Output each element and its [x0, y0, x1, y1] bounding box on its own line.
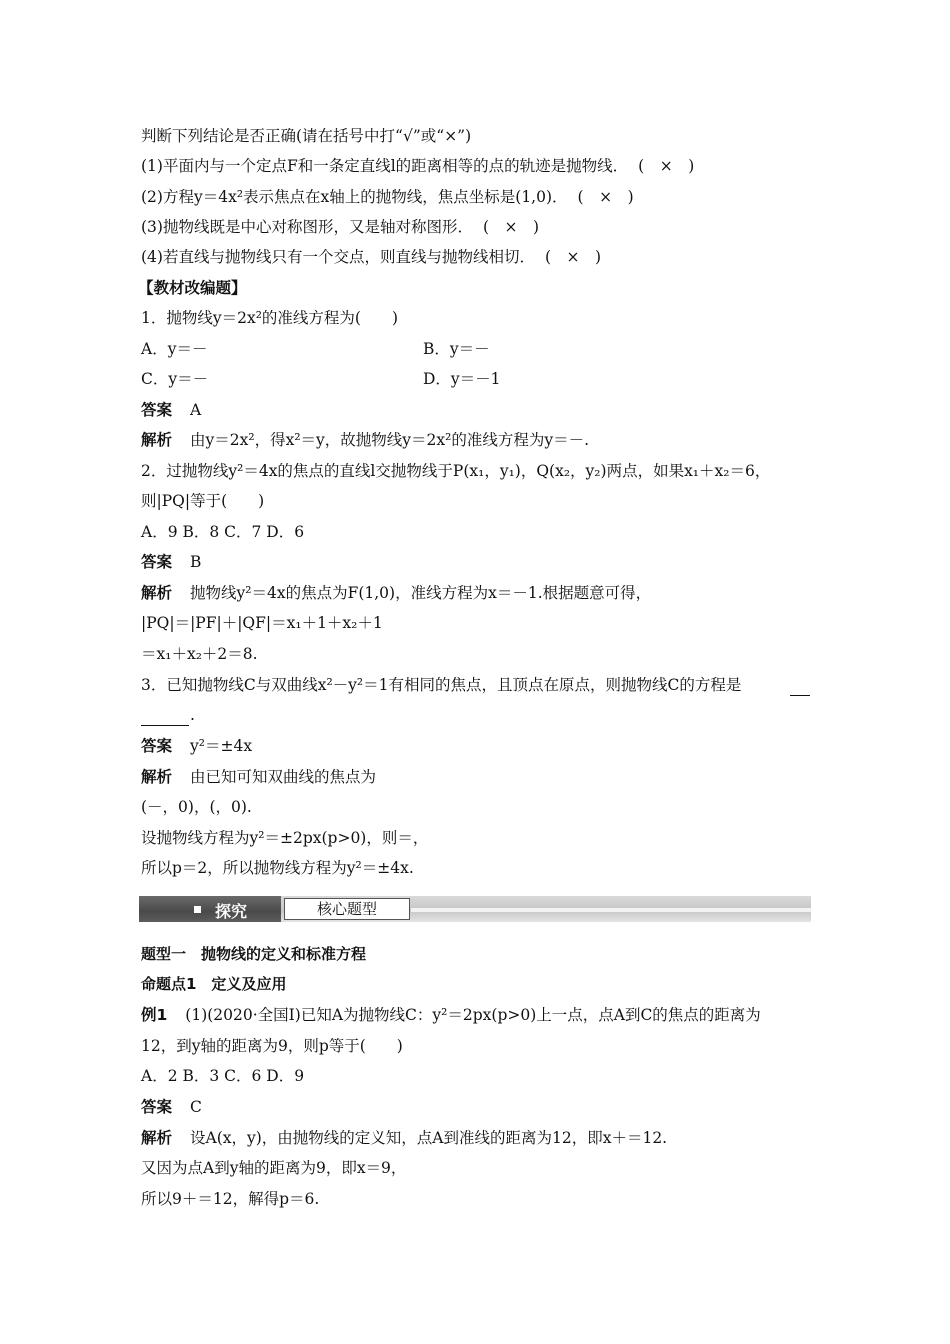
q1-stem: 1．抛物线y＝2x²的准线方程为( ) — [141, 309, 399, 327]
example1-options: A．2 B．3 C．6 D．9 — [141, 1067, 305, 1085]
q3-answer-line — [141, 736, 252, 756]
judge-item-text: (4)若直线与抛物线只有一个交点，则直线与抛物线相切． — [141, 248, 535, 266]
judge-item-3 — [141, 217, 539, 237]
textbook-heading: 【教材改编题】 — [138, 279, 247, 297]
analysis-label: 解析 — [141, 584, 173, 602]
example1-stem-1: (1)(2020·全国Ⅰ)已知A为抛物线C：y²＝2px(p>0)上一点，点A到C的焦点的距离为 — [185, 1006, 761, 1024]
judge-item-answer: ( × ) — [638, 157, 695, 175]
judge-item-4 — [141, 247, 601, 267]
judge-item-answer: ( × ) — [577, 188, 634, 206]
analysis-label: 解析 — [141, 1129, 173, 1147]
judge-item-2 — [141, 187, 634, 207]
q1-options-row-1 — [141, 339, 741, 359]
judge-item-text: (3)抛物线既是中心对称图形，又是轴对称图形． — [141, 218, 473, 236]
q2-analysis-line-2: |PQ|＝|PF|＋|QF|＝x₁＋1＋x₂＋1 — [141, 614, 383, 632]
judge-item-answer: ( × ) — [482, 218, 540, 236]
answer-label: 答案 — [141, 401, 173, 419]
q2-analysis-line-3: ＝x₁＋x₂＋2＝8. — [141, 645, 258, 663]
q3-analysis-line-2: (－，0)，(，0). — [141, 798, 252, 816]
q1-analysis-line — [141, 430, 589, 450]
q3-answer: y²＝±4x — [190, 737, 253, 755]
example1-analysis-1: 设A(x，y)，由抛物线的定义知，点A到准线的距离为12，即x＋＝12. — [190, 1129, 668, 1147]
q1-option-d: D．y＝－1 — [423, 370, 501, 388]
section-banner — [139, 896, 811, 922]
q2-stem-line-2: 则|PQ|等于( ) — [141, 492, 265, 510]
answer-label: 答案 — [141, 737, 173, 755]
type1-heading: 题型一 抛物线的定义和标准方程 — [141, 945, 367, 963]
q2-answer: B — [190, 553, 202, 571]
q1-option-a: A．y＝－ — [141, 340, 208, 358]
type1-subheading: 命题点1 定义及应用 — [141, 975, 287, 993]
q3-analysis-line-3: 设抛物线方程为y²＝±2px(p>0)，则＝， — [141, 829, 429, 847]
example1-analysis-line-1 — [141, 1128, 667, 1148]
q3-blank-underline-2 — [141, 725, 189, 726]
example1-analysis-line-3: 所以9＋＝12，解得p＝6. — [141, 1190, 320, 1208]
judge-item-text: (2)方程y＝4x²表示焦点在x轴上的抛物线，焦点坐标是(1,0)． — [141, 188, 568, 206]
judge-item-1 — [141, 156, 694, 176]
judge-item-text: (1)平面内与一个定点F和一条定直线l的距离相等的点的轨迹是抛物线． — [141, 157, 629, 175]
q2-stem-line-1: 2．过抛物线y²＝4x的焦点的直线l交抛物线于P(x₁，y₁)，Q(x₂，y₂)两点，如果x₁＋x₂＝6， — [141, 462, 771, 480]
q2-answer-line — [141, 552, 201, 572]
banner-right-text: 核心题型 — [284, 898, 410, 920]
judge-item-answer: ( × ) — [544, 248, 602, 266]
q2-analysis-line-1 — [141, 583, 651, 603]
example1-answer-line — [141, 1097, 202, 1117]
example1-stem-line-1 — [141, 1005, 761, 1025]
example1-answer: C — [190, 1098, 202, 1116]
q2-analysis-1: 抛物线y²＝4x的焦点为F(1,0)，准线方程为x＝－1.根据题意可得， — [190, 584, 652, 602]
q3-stem-line-1: 3．已知抛物线C与双曲线x²－y²＝1有相同的焦点，且顶点在原点，则抛物线C的方程是 — [141, 676, 742, 694]
example1-stem-line-2: 12，到y轴的距离为9，则p等于( ) — [141, 1037, 403, 1055]
q3-analysis-line-1 — [141, 767, 376, 787]
judge-intro: 判断下列结论是否正确(请在括号中打“√”或“×”) — [141, 127, 472, 145]
q1-options-row-2 — [141, 369, 741, 389]
example-label: 例1 — [141, 1006, 168, 1024]
square-bullet-icon — [194, 906, 201, 913]
q3-blank-underline-1 — [790, 695, 810, 696]
q3-analysis-1: 由已知可知双曲线的焦点为 — [190, 768, 377, 786]
banner-dark-block — [139, 896, 281, 922]
q3-stem-line-2: . — [190, 706, 195, 724]
banner-left-text: 探究 — [215, 902, 248, 921]
q1-analysis: 由y＝2x²，得x²＝y，故抛物线y＝2x²的准线方程为y＝－. — [190, 431, 590, 449]
example1-analysis-line-2: 又因为点A到y轴的距离为9，即x＝9， — [141, 1159, 407, 1177]
q2-options: A．9 B．8 C．7 D．6 — [141, 523, 305, 541]
answer-label: 答案 — [141, 1098, 173, 1116]
analysis-label: 解析 — [141, 431, 173, 449]
q1-option-b: B．y＝－ — [423, 340, 490, 358]
banner-stripe — [411, 908, 811, 912]
q1-answer: A — [190, 401, 202, 419]
analysis-label: 解析 — [141, 768, 173, 786]
answer-label: 答案 — [141, 553, 173, 571]
q1-option-c: C．y＝－ — [141, 370, 209, 388]
q3-analysis-line-4: 所以p＝2，所以抛物线方程为y²＝±4x. — [141, 859, 414, 877]
q1-answer-line — [141, 400, 201, 420]
